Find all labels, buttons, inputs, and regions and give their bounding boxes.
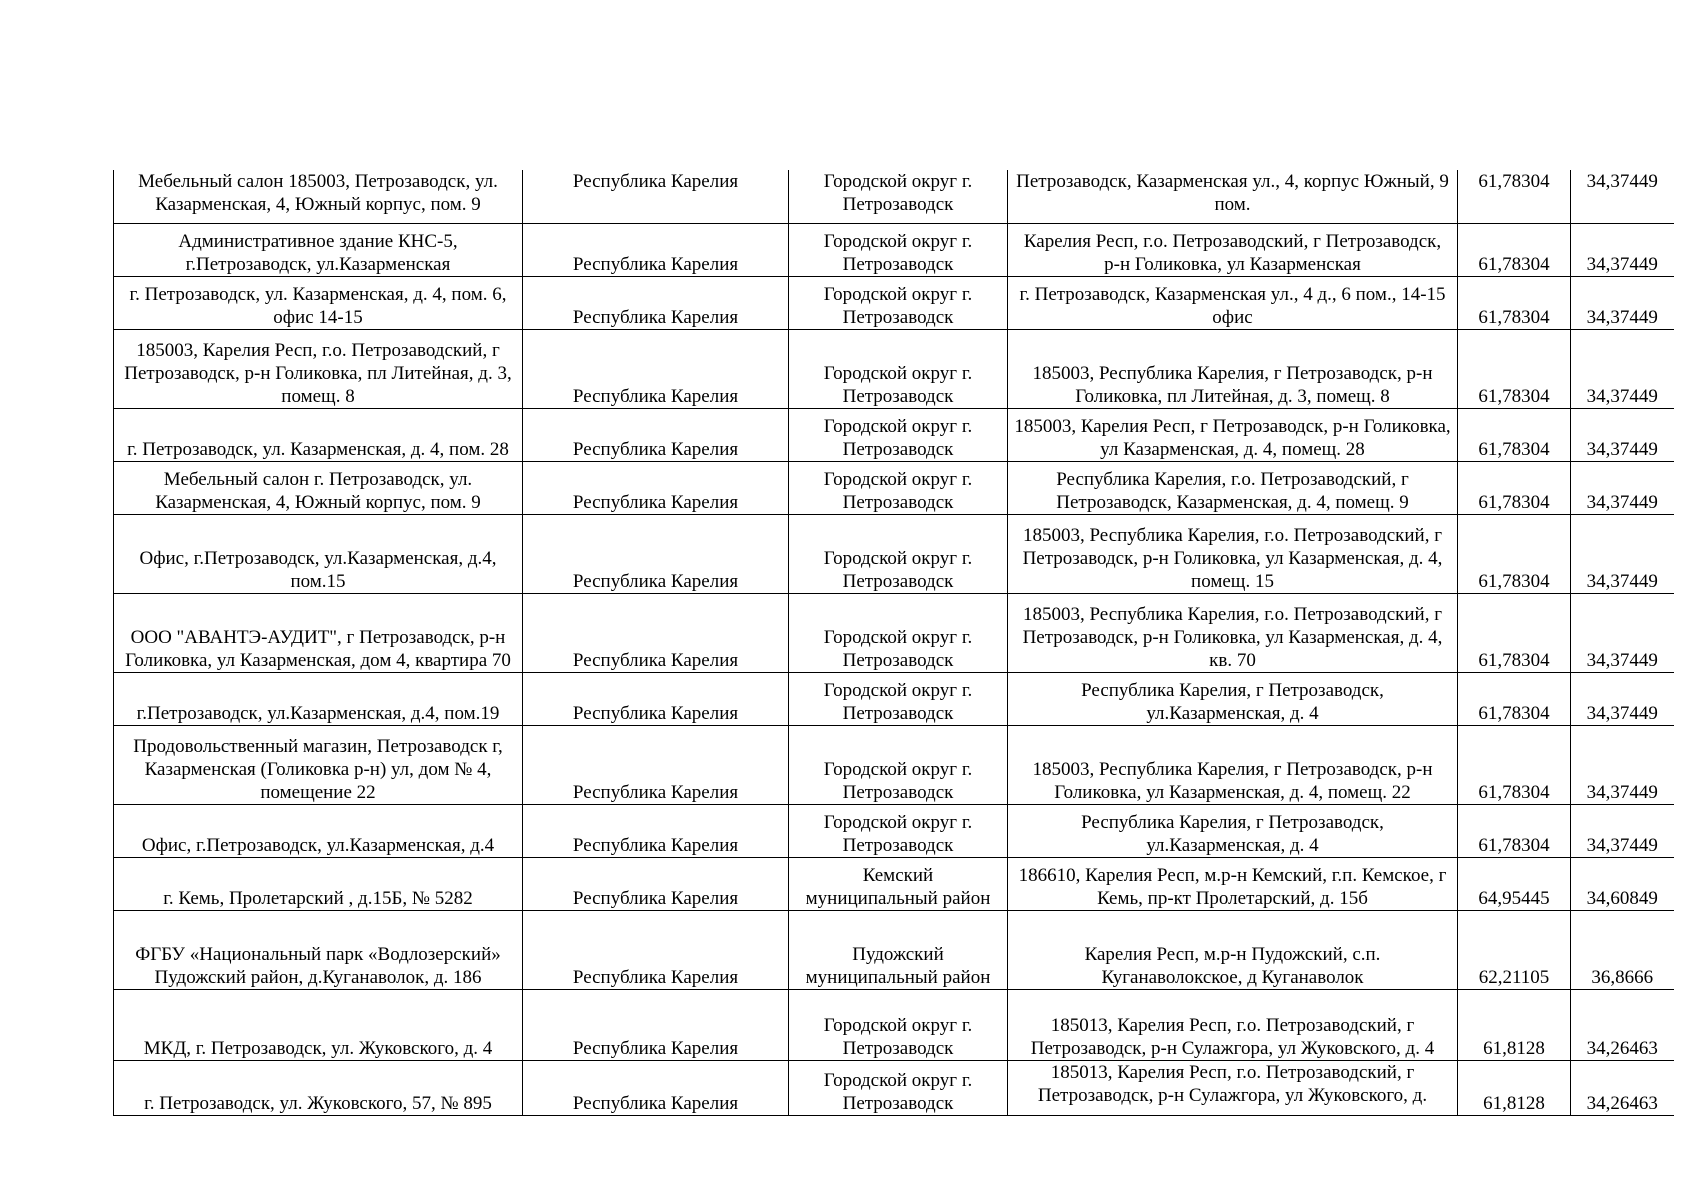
object-name-cell: Административное здание КНС-5, г.Петрозаводск, ул.Казарменская xyxy=(114,223,523,276)
region-cell: Республика Карелия xyxy=(523,223,789,276)
object-name-cell: МКД, г. Петрозаводск, ул. Жуковского, д. 4 xyxy=(114,989,523,1060)
longitude-cell: 34,37449 xyxy=(1571,804,1674,857)
longitude-cell: 34,37449 xyxy=(1571,223,1674,276)
object-name-cell: Офис, г.Петрозаводск, ул.Казарменская, д.4, пом.15 xyxy=(114,514,523,593)
longitude-cell: 34,37449 xyxy=(1571,461,1674,514)
address-cell: Республика Карелия, г Петрозаводск, ул.Казарменская, д. 4 xyxy=(1008,672,1458,725)
object-name-cell: г. Петрозаводск, ул. Казарменская, д. 4, пом. 6, офис 14-15 xyxy=(114,276,523,329)
latitude-cell: 61,78304 xyxy=(1458,725,1571,804)
municipality-cell: Городской округ г. Петрозаводск xyxy=(789,170,1008,223)
municipality-cell: Кемский муниципальный район xyxy=(789,857,1008,910)
region-cell: Республика Карелия xyxy=(523,1060,789,1115)
region-cell: Республика Карелия xyxy=(523,329,789,408)
municipality-cell: Городской округ г. Петрозаводск xyxy=(789,1060,1008,1115)
object-name-cell: ФГБУ «Национальный парк «Водлозерский» Пудожский район, д.Куганаволок, д. 186 xyxy=(114,910,523,989)
latitude-cell: 61,78304 xyxy=(1458,170,1571,223)
table-row xyxy=(114,989,1674,1060)
municipality-cell: Городской округ г. Петрозаводск xyxy=(789,461,1008,514)
object-name-cell: 185003, Карелия Респ, г.о. Петрозаводский, г Петрозаводск, р-н Голиковка, пл Литейная, д. 3, помещ. 8 xyxy=(114,329,523,408)
region-cell: Республика Карелия xyxy=(523,804,789,857)
municipality-cell: Городской округ г. Петрозаводск xyxy=(789,514,1008,593)
longitude-cell: 34,26463 xyxy=(1571,989,1674,1060)
municipality-cell: Городской округ г. Петрозаводск xyxy=(789,593,1008,672)
latitude-cell: 61,78304 xyxy=(1458,223,1571,276)
table-row xyxy=(114,408,1674,461)
latitude-cell: 64,95445 xyxy=(1458,857,1571,910)
address-cell: 185013, Карелия Респ, г.о. Петрозаводский, г Петрозаводск, р-н Сулажгора, ул Жуковского, д. 4 xyxy=(1008,989,1458,1060)
latitude-cell: 61,78304 xyxy=(1458,593,1571,672)
address-cell: 185003, Республика Карелия, г.о. Петрозаводский, г Петрозаводск, р-н Голиковка, ул Казарменская, д. 4, помещ. 15 xyxy=(1008,514,1458,593)
latitude-cell: 62,21105 xyxy=(1458,910,1571,989)
address-cell: 185003, Республика Карелия, г.о. Петрозаводский, г Петрозаводск, р-н Голиковка, ул Казарменская, д. 4, кв. 70 xyxy=(1008,593,1458,672)
region-cell: Республика Карелия xyxy=(523,910,789,989)
registry-table xyxy=(113,170,1674,1116)
longitude-cell: 36,8666 xyxy=(1571,910,1674,989)
address-cell: г. Петрозаводск, Казарменская ул., 4 д., 6 пом., 14-15 офис xyxy=(1008,276,1458,329)
table-row xyxy=(114,276,1674,329)
object-name-cell: Продовольственный магазин, Петрозаводск г, Казарменская (Голиковка р-н) ул, дом № 4, помещение 22 xyxy=(114,725,523,804)
registry-table-body xyxy=(114,170,1674,1115)
object-name-cell: г. Петрозаводск, ул. Жуковского, 57, № 895 xyxy=(114,1060,523,1115)
table-row xyxy=(114,461,1674,514)
longitude-cell: 34,37449 xyxy=(1571,170,1674,223)
table-row xyxy=(114,1060,1674,1115)
address-cell: Карелия Респ, г.о. Петрозаводский, г Петрозаводск, р-н Голиковка, ул Казарменская xyxy=(1008,223,1458,276)
longitude-cell: 34,37449 xyxy=(1571,725,1674,804)
object-name-cell: Офис, г.Петрозаводск, ул.Казарменская, д.4 xyxy=(114,804,523,857)
object-name-cell: Мебельный салон 185003, Петрозаводск, ул. Казарменская, 4, Южный корпус, пом. 9 xyxy=(114,170,523,223)
table-row xyxy=(114,514,1674,593)
longitude-cell: 34,60849 xyxy=(1571,857,1674,910)
region-cell: Республика Карелия xyxy=(523,276,789,329)
table-row xyxy=(114,857,1674,910)
table-row xyxy=(114,725,1674,804)
address-cell: 185003, Карелия Респ, г Петрозаводск, р-н Голиковка, ул Казарменская, д. 4, помещ. 28 xyxy=(1008,408,1458,461)
longitude-cell: 34,37449 xyxy=(1571,514,1674,593)
municipality-cell: Городской округ г. Петрозаводск xyxy=(789,725,1008,804)
longitude-cell: 34,37449 xyxy=(1571,329,1674,408)
table-row xyxy=(114,329,1674,408)
table-row xyxy=(114,804,1674,857)
region-cell: Республика Карелия xyxy=(523,461,789,514)
municipality-cell: Городской округ г. Петрозаводск xyxy=(789,672,1008,725)
longitude-cell: 34,26463 xyxy=(1571,1060,1674,1115)
region-cell: Республика Карелия xyxy=(523,989,789,1060)
latitude-cell: 61,8128 xyxy=(1458,989,1571,1060)
region-cell: Республика Карелия xyxy=(523,593,789,672)
latitude-cell: 61,78304 xyxy=(1458,804,1571,857)
region-cell: Республика Карелия xyxy=(523,514,789,593)
latitude-cell: 61,8128 xyxy=(1458,1060,1571,1115)
address-cell: Республика Карелия, г.о. Петрозаводский, г Петрозаводск, Казарменская, д. 4, помещ. 9 xyxy=(1008,461,1458,514)
region-cell: Республика Карелия xyxy=(523,725,789,804)
longitude-cell: 34,37449 xyxy=(1571,672,1674,725)
object-name-cell: г. Кемь, Пролетарский , д.15Б, № 5282 xyxy=(114,857,523,910)
municipality-cell: Городской округ г. Петрозаводск xyxy=(789,804,1008,857)
table-row xyxy=(114,672,1674,725)
object-name-cell: г.Петрозаводск, ул.Казарменская, д.4, пом.19 xyxy=(114,672,523,725)
municipality-cell: Городской округ г. Петрозаводск xyxy=(789,989,1008,1060)
latitude-cell: 61,78304 xyxy=(1458,672,1571,725)
longitude-cell: 34,37449 xyxy=(1571,593,1674,672)
latitude-cell: 61,78304 xyxy=(1458,276,1571,329)
table-row xyxy=(114,170,1674,223)
municipality-cell: Пудожский муниципальный район xyxy=(789,910,1008,989)
longitude-cell: 34,37449 xyxy=(1571,408,1674,461)
address-cell: 185013, Карелия Респ, г.о. Петрозаводский, г Петрозаводск, р-н Сулажгора, ул Жуковского, д. xyxy=(1008,1060,1458,1115)
address-cell: 186610, Карелия Респ, м.р-н Кемский, г.п. Кемское, г Кемь, пр-кт Пролетарский, д. 15б xyxy=(1008,857,1458,910)
object-name-cell: Мебельный салон г. Петрозаводск, ул. Казарменская, 4, Южный корпус, пом. 9 xyxy=(114,461,523,514)
table-row xyxy=(114,223,1674,276)
latitude-cell: 61,78304 xyxy=(1458,329,1571,408)
longitude-cell: 34,37449 xyxy=(1571,276,1674,329)
object-name-cell: ООО "АВАНТЭ-АУДИТ", г Петрозаводск, р-н Голиковка, ул Казарменская, дом 4, квартира 70 xyxy=(114,593,523,672)
latitude-cell: 61,78304 xyxy=(1458,514,1571,593)
address-cell: 185003, Республика Карелия, г Петрозаводск, р-н Голиковка, ул Казарменская, д. 4, помещ. 22 xyxy=(1008,725,1458,804)
region-cell: Республика Карелия xyxy=(523,672,789,725)
object-name-cell: г. Петрозаводск, ул. Казарменская, д. 4, пом. 28 xyxy=(114,408,523,461)
address-cell: Петрозаводск, Казарменская ул., 4, корпус Южный, 9 пом. xyxy=(1008,170,1458,223)
address-cell: Республика Карелия, г Петрозаводск, ул.Казарменская, д. 4 xyxy=(1008,804,1458,857)
table-row xyxy=(114,593,1674,672)
latitude-cell: 61,78304 xyxy=(1458,461,1571,514)
table-row xyxy=(114,910,1674,989)
region-cell: Республика Карелия xyxy=(523,408,789,461)
latitude-cell: 61,78304 xyxy=(1458,408,1571,461)
region-cell: Республика Карелия xyxy=(523,857,789,910)
municipality-cell: Городской округ г. Петрозаводск xyxy=(789,223,1008,276)
municipality-cell: Городской округ г. Петрозаводск xyxy=(789,329,1008,408)
region-cell: Республика Карелия xyxy=(523,170,789,223)
address-cell: Карелия Респ, м.р-н Пудожский, с.п. Куганаволокское, д Куганаволок xyxy=(1008,910,1458,989)
address-cell: 185003, Республика Карелия, г Петрозаводск, р-н Голиковка, пл Литейная, д. 3, помещ. 8 xyxy=(1008,329,1458,408)
municipality-cell: Городской округ г. Петрозаводск xyxy=(789,276,1008,329)
municipality-cell: Городской округ г. Петрозаводск xyxy=(789,408,1008,461)
